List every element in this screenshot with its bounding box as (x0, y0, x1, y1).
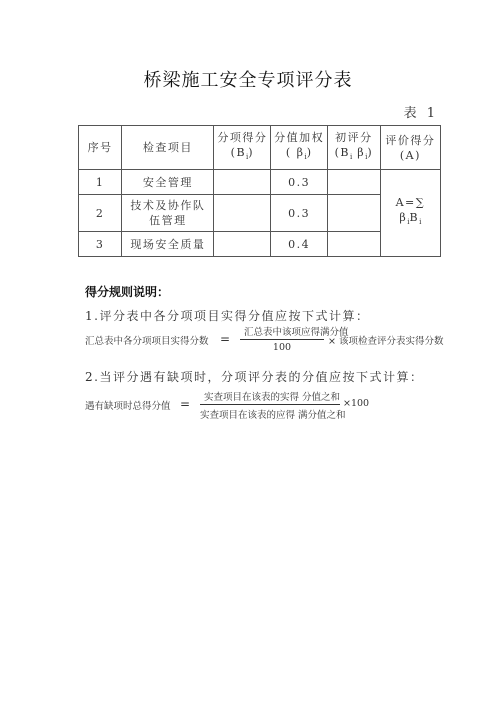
formula-1-equals: = (220, 332, 231, 346)
formula-1-right: × 该项检查评分表实得分数 (328, 336, 444, 347)
header-item: 检查项目 (122, 126, 214, 170)
header-initial-index-2: i (365, 153, 368, 162)
row-no: 3 (79, 232, 122, 257)
header-no: 序号 (79, 126, 122, 170)
row-item: 技术及协作队伍管理 (122, 195, 214, 232)
formula-1-fraction (240, 324, 349, 353)
header-weight-main: 分值加权 (274, 130, 325, 144)
header-weight: 分值加权 ( $\beta_i$) (271, 126, 328, 170)
header-score-sub: (B (230, 145, 247, 159)
evaluation-formula-b: B (409, 211, 420, 225)
row-initial-cell (328, 232, 381, 257)
header-evaluation-sub: (A) (399, 148, 421, 162)
table-number-label: 表 1 (403, 106, 438, 121)
header-score-index: i (246, 153, 249, 162)
evaluation-formula-cell (380, 170, 440, 257)
formula-2-left: 遇有缺项时总得分值 (85, 401, 171, 412)
rules-heading: 得分规则说明： (85, 285, 170, 299)
row-weight: 0.4 (271, 232, 328, 257)
header-score-main: 分项得分 (217, 130, 268, 144)
evaluation-formula-index-2: i (419, 218, 422, 227)
header-initial: 初评分 ($B_i$ $\beta_i$) (328, 126, 381, 170)
evaluation-formula-a: A=∑ β (395, 196, 426, 225)
formula-2-equals: = (180, 397, 191, 411)
row-score-cell (214, 170, 271, 195)
header-evaluation-main: 评价得分 (385, 133, 436, 147)
header-initial-beta: β (352, 145, 366, 159)
formula-2-denominator: 实查项目在该表的应得 满分值之和 (200, 410, 346, 421)
header-initial-sub: (B (334, 145, 350, 159)
formula-2-fraction (200, 389, 346, 421)
table-row (79, 170, 441, 195)
row-no: 1 (79, 170, 122, 195)
row-item: 安全管理 (122, 170, 214, 195)
header-evaluation (380, 126, 440, 170)
row-score-cell (214, 195, 271, 232)
evaluation-formula-index-1: i (407, 218, 410, 227)
formula-1-left: 汇总表中各分项项目实得分数 (85, 336, 209, 347)
header-initial-index-1: i (349, 153, 353, 162)
page-title: 桥梁施工安全专项评分表 (143, 70, 353, 91)
row-weight: 0.3 (271, 195, 328, 232)
row-weight: 0.3 (271, 170, 328, 195)
score-table (78, 125, 441, 257)
header-score: 分项得分 $(B_i)$ (214, 126, 271, 170)
rule-2-text: 2.当评分遇有缺项时，分项评分表的分值应按下式计算： (85, 370, 424, 384)
row-initial-cell (328, 195, 381, 232)
header-weight-index: i (304, 153, 307, 162)
row-score-cell (214, 232, 271, 257)
formula-1-numerator: 汇总表中该项应得满分值 (240, 324, 324, 340)
row-item: 现场安全质量 (122, 232, 214, 257)
formula-1-denominator: 100 (272, 342, 292, 353)
header-weight-sub: ( β (285, 145, 305, 159)
row-initial-cell (328, 170, 381, 195)
formula-2-right: ×100 (343, 398, 370, 409)
table-header-row (79, 126, 441, 170)
row-no: 2 (79, 195, 122, 232)
header-initial-main: 初评分 (335, 130, 373, 144)
formula-2-numerator: 实查项目在该表的实得 分值之和 (200, 389, 340, 405)
rule-1-text: 1.评分表中各分项项目实得分值应按下式计算： (85, 309, 370, 323)
